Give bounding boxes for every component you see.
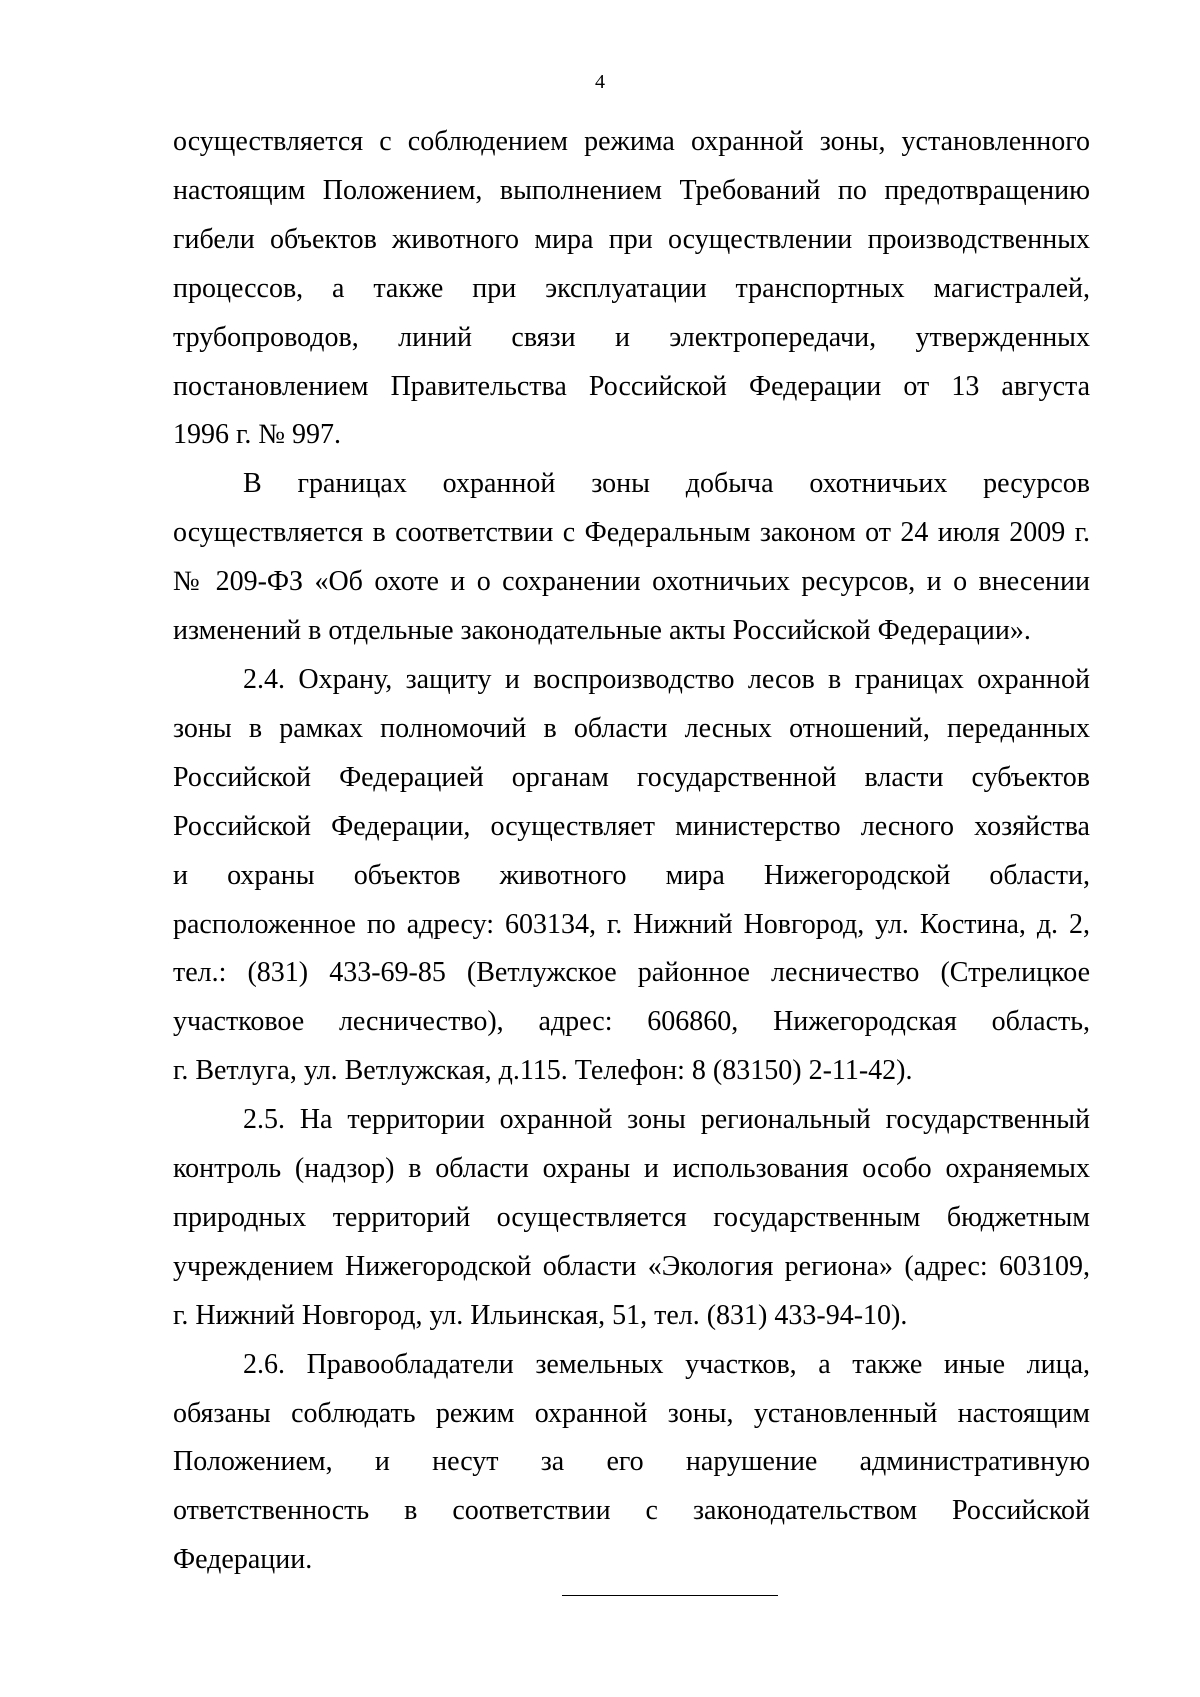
paragraph-2-4 [173,656,1090,1096]
text-line: изменений в отдельные законодательные акты Российской Федерации». [173,615,1031,647]
text-line: осуществляется в соответствии с Федеральным законом от 24 июля 2009 г. [173,517,1090,549]
paragraph-2-5 [173,1096,1090,1341]
text-line: процессов, а также при эксплуатации транспортных магистралей, [173,272,1090,304]
text-line: Федерации. [173,1544,313,1576]
text-line: настоящим Положением, выполнением Требований по предотвращению [173,174,1090,206]
text-line: учреждением Нижегородской области «Экология региона» (адрес: 603109, [173,1250,1090,1282]
text-line: контроль (надзор) в области охраны и использования особо охраняемых [173,1153,1090,1185]
text-line: осуществляется с соблюдением режима охранной зоны, установленного [173,126,1090,157]
text-line: г. Нижний Новгород, ул. Ильинская, 51, тел. (831) 433-94-10). [173,1299,908,1331]
text-line: 2.5. На территории охранной зоны региональный государственный [243,1104,1090,1136]
text-line: и охраны объектов животного мира Нижегородской области, [173,859,1090,891]
text-line: 2.4. Охрану, защиту и воспроизводство лесов в границах охранной [243,663,1090,695]
text-line: обязаны соблюдать режим охранной зоны, установленный настоящим [173,1397,1090,1429]
text-line: Российской Федерацией органам государственной власти субъектов [173,761,1090,793]
document-body [173,118,1090,1585]
text-line: расположенное по адресу: 603134, г. Нижний Новгород, ул. Костина, д. 2, [173,908,1090,940]
paragraph-continuation [173,118,1090,460]
page-number: 4 [595,71,605,93]
text-line: Положением, и несут за его нарушение административную [173,1446,1090,1478]
text-line: № 209-ФЗ «Об охоте и о сохранении охотничьих ресурсов, и о внесении [173,566,1090,598]
text-line: зоны в рамках полномочий в области лесных отношений, переданных [173,712,1090,744]
text-line: 2.6. Правообладатели земельных участков, а также иные лица, [243,1348,1090,1380]
text-line: тел.: (831) 433-69-85 (Ветлужское районное лесничество (Стрелицкое [173,957,1090,989]
text-line: г. Ветлуга, ул. Ветлужская, д.115. Телефон: 8 (83150) 2-11-42). [173,1055,913,1087]
text-line: участковое лесничество), адрес: 606860, Нижегородская область, [173,1006,1090,1038]
text-line: В границах охранной зоны добыча охотничьих ресурсов [243,468,1090,500]
text-line: Российской Федерации, осуществляет министерство лесного хозяйства [173,810,1090,842]
text-line: трубопроводов, линий связи и электропередачи, утвержденных [173,321,1090,353]
text-line: гибели объектов животного мира при осуществлении производственных [173,223,1090,255]
paragraph-2-6 [173,1341,1090,1586]
text-line: ответственность в соответствии с законодательством Российской [173,1495,1090,1527]
paragraph-hunting [173,460,1090,656]
text-line: 1996 г. № 997. [173,419,342,451]
end-of-document-rule [562,1595,778,1596]
text-line: постановлением Правительства Российской Федерации от 13 августа [173,370,1090,402]
text-line: природных территорий осуществляется государственным бюджетным [173,1201,1090,1233]
